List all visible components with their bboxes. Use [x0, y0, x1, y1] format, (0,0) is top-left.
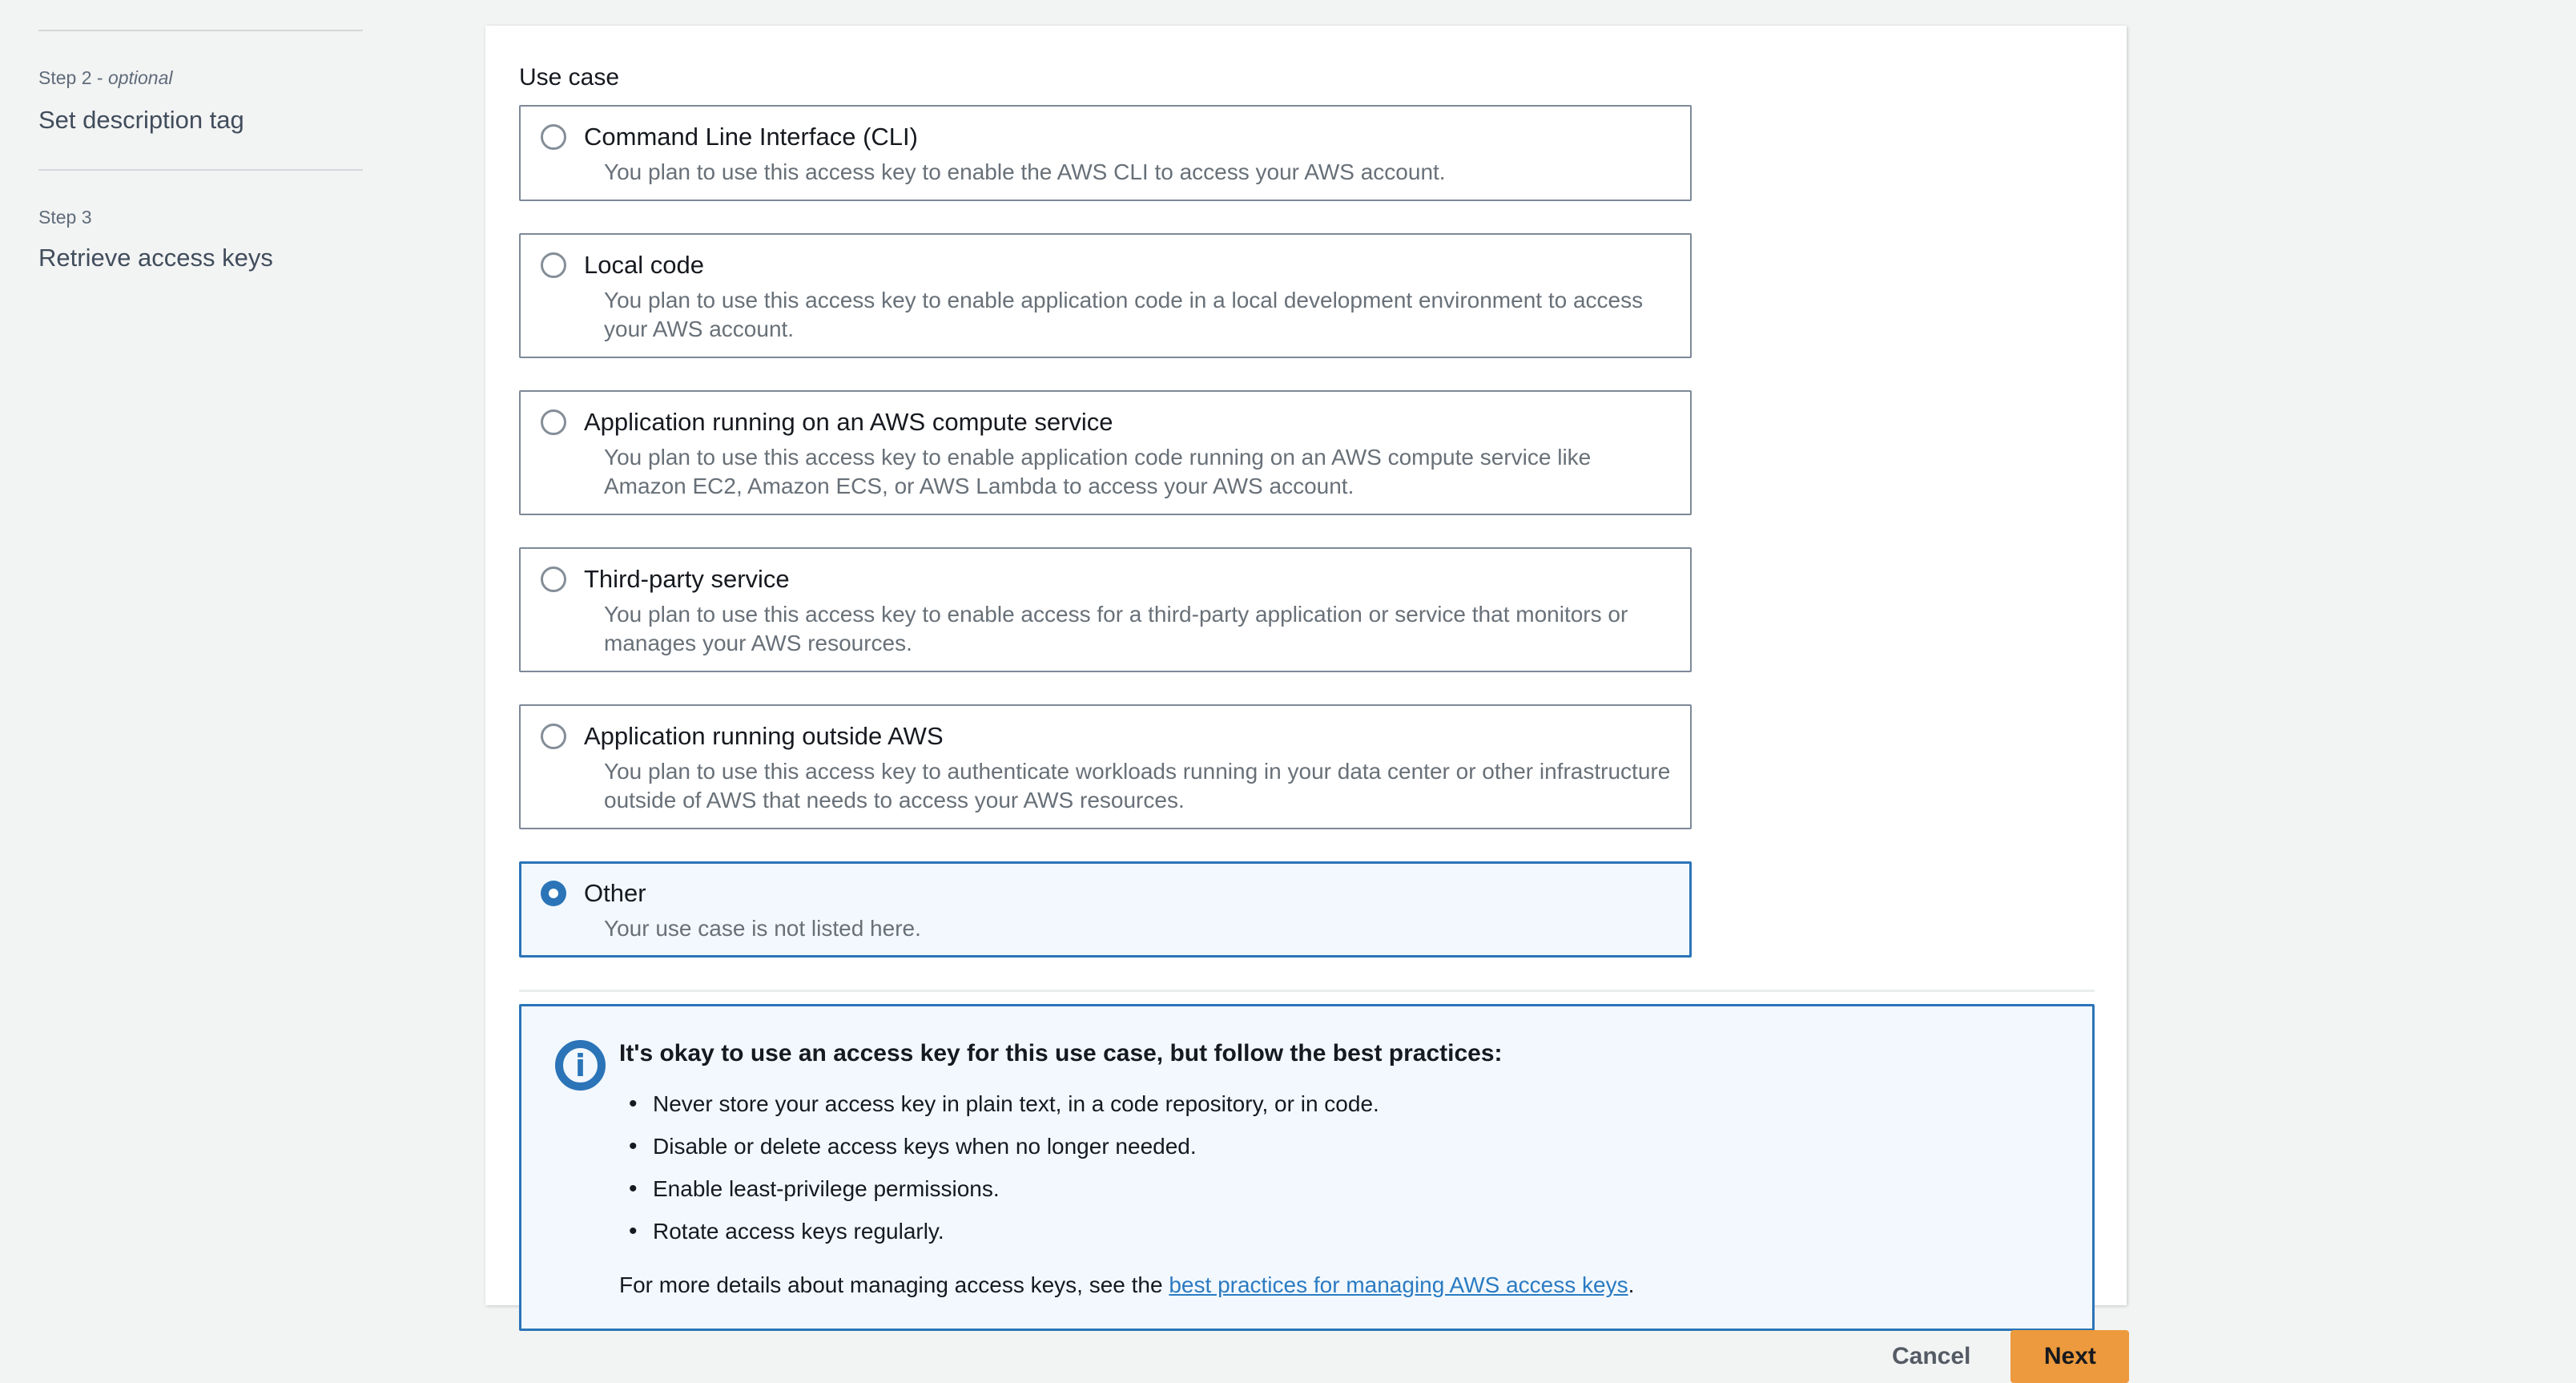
use-case-form-card — [485, 26, 2127, 1305]
radio-button-selected-icon[interactable] — [541, 881, 566, 906]
sidebar-divider — [38, 169, 363, 171]
best-practice-item: • Never store your access key in plain text, in a code repository, or in code. — [619, 1090, 1634, 1119]
best-practice-item: • Disable or delete access keys when no longer needed. — [619, 1132, 1634, 1161]
option-label: Application running outside AWS — [584, 722, 944, 750]
info-panel-content — [619, 1037, 1634, 1300]
sidebar-divider — [38, 30, 363, 31]
use-case-section-label: Use case — [519, 64, 620, 91]
best-practices-list — [619, 1090, 1634, 1246]
radio-button-icon[interactable] — [541, 252, 566, 278]
use-case-options-group — [519, 105, 2095, 958]
info-footer-text: For more details about managing access keys, see the — [619, 1272, 1169, 1297]
use-case-option-aws-compute-service[interactable] — [519, 390, 1692, 515]
radio-button-icon[interactable] — [541, 724, 566, 749]
option-description: You plan to use this access key to enable application code in a local development environment to access your AWS account. — [604, 288, 1644, 341]
info-panel-heading: It's okay to use an access key for this use case, but follow the best practices: — [619, 1040, 1503, 1066]
option-label: Other — [584, 879, 646, 907]
wizard-steps-sidebar — [0, 0, 485, 1383]
best-practice-item: • Enable least-privilege permissions. — [619, 1175, 1634, 1204]
option-label: Command Line Interface (CLI) — [584, 123, 918, 151]
use-case-option-other[interactable] — [519, 861, 1692, 958]
use-case-option-third-party-service[interactable] — [519, 547, 1692, 672]
option-label: Application running on an AWS compute service — [584, 408, 1113, 436]
best-practices-link[interactable]: best practices for managing AWS access keys — [1169, 1272, 1628, 1297]
next-button[interactable]: Next — [2010, 1330, 2129, 1383]
step-2-optional-text: optional — [107, 67, 173, 88]
option-label: Third-party service — [584, 565, 790, 593]
best-practice-item: • Rotate access keys regularly. — [619, 1217, 1634, 1246]
step-3-label — [38, 205, 92, 229]
info-footer-period: . — [1628, 1272, 1635, 1297]
info-panel-footer — [619, 1271, 1634, 1300]
wizard-actions — [1881, 1330, 2129, 1383]
use-case-option-local-code[interactable] — [519, 233, 1692, 358]
option-description: Your use case is not listed here. — [604, 916, 921, 941]
option-description: You plan to use this access key to authenticate workloads running in your data center or other infrastructure outside of AWS that needs to access your AWS resources. — [604, 759, 1671, 812]
option-label: Local code — [584, 251, 704, 279]
step-2-label-text: Step 2 - — [38, 67, 108, 88]
step-2-label — [38, 66, 173, 90]
best-practices-info-panel — [519, 1004, 2095, 1331]
use-case-option-outside-aws[interactable] — [519, 704, 1692, 829]
cancel-button[interactable]: Cancel — [1881, 1333, 1982, 1380]
radio-button-icon[interactable] — [541, 124, 566, 150]
step-2-title[interactable]: Set description tag — [38, 106, 244, 134]
info-icon: i — [555, 1040, 606, 1091]
radio-button-icon[interactable] — [541, 567, 566, 592]
radio-button-icon[interactable] — [541, 409, 566, 435]
step-3-title[interactable]: Retrieve access keys — [38, 244, 273, 272]
option-description: You plan to use this access key to enable application code running on an AWS compute service like Amazon EC2, Amazon ECS, or AWS Lambda to access your AWS account. — [604, 445, 1592, 498]
section-divider — [519, 990, 2095, 992]
option-description: You plan to use this access key to enable the AWS CLI to access your AWS account. — [604, 159, 1446, 184]
step-3-label-text: Step 3 — [38, 207, 92, 228]
use-case-option-cli[interactable] — [519, 105, 1692, 201]
option-description: You plan to use this access key to enable access for a third-party application or service that monitors or manages your AWS resources. — [604, 602, 1628, 655]
